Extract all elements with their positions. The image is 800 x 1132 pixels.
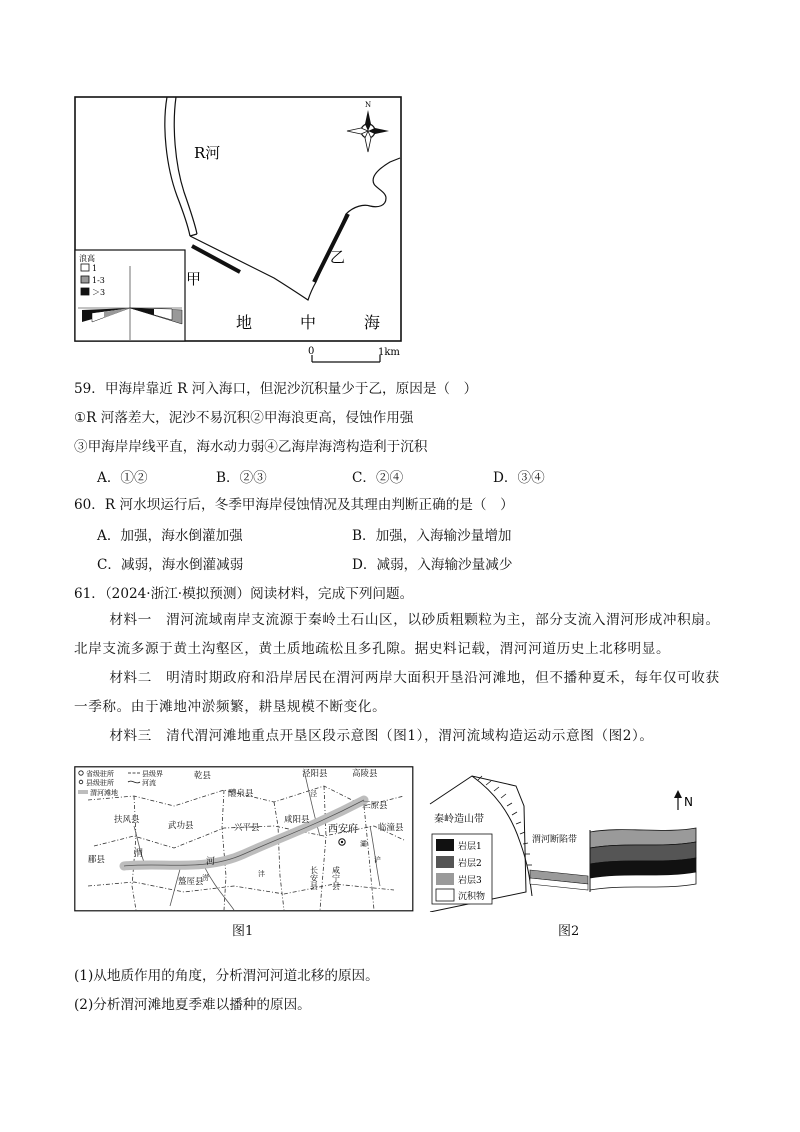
svg-text:扶风县: 扶风县 xyxy=(114,815,140,825)
svg-text:沣: 沣 xyxy=(258,870,265,878)
q59-statements-2: ③甲海岸岸线平直，海水动力弱④乙海岸海湾构造利于沉积 xyxy=(74,439,428,455)
q60-option-a[interactable]: A．加强，海水倒灌加强 xyxy=(97,528,243,544)
svg-text:岩层1: 岩层1 xyxy=(458,842,482,852)
legend-title: 浪高 xyxy=(79,254,95,263)
svg-text:盩厔县: 盩厔县 xyxy=(178,877,204,887)
legend-item-2: 1-3 xyxy=(92,276,105,285)
qinling-label: 秦岭造山带 xyxy=(434,814,484,825)
svg-text:沉积物: 沉积物 xyxy=(458,892,486,902)
q59-statements-1: ①R 河落差大，泥沙不易沉积②甲海浪更高，侵蚀作用强 xyxy=(74,410,414,426)
q61-material-2: 材料二 明清时期政府和沿岸居民在渭河两岸大面积开垦沿河滩地，但不播种夏禾，每年仅可收获一季称。由于滩地冲淤频繁，耕垦规模不断变化。 xyxy=(74,670,720,715)
svg-text:涝: 涝 xyxy=(202,874,209,882)
svg-text:长安县: 长安县 xyxy=(309,866,319,890)
figure-1-wei-river-map xyxy=(74,766,414,914)
svg-text:N: N xyxy=(684,795,693,809)
city-xian: 西安府 xyxy=(328,824,358,835)
q59-option-c[interactable]: C．②④ xyxy=(352,470,404,486)
svg-text:县级界: 县级界 xyxy=(142,770,163,778)
q59-stem: 59．甲海岸靠近 R 河入海口，但泥沙沉积量少于乙，原因是（ ） xyxy=(74,381,478,397)
north-label: N xyxy=(364,101,372,109)
svg-text:武功县: 武功县 xyxy=(168,821,194,831)
q60-option-b[interactable]: B．加强，入海输沙量增加 xyxy=(352,528,512,544)
coastal-map xyxy=(74,96,404,372)
svg-text:灞: 灞 xyxy=(360,840,367,848)
q60-stem: 60．R 河水坝运行后，冬季甲海岸侵蚀情况及其理由判断正确的是（ ） xyxy=(74,497,514,513)
q61-sub-1: (1)从地质作用的角度，分析渭河河道北移的原因。 xyxy=(74,968,379,984)
svg-text:高陵县: 高陵县 xyxy=(352,769,378,779)
wave-height-legend xyxy=(75,250,185,341)
sea-char-1: 地 xyxy=(236,313,253,332)
legend-item-3: ＞3 xyxy=(92,288,106,297)
q61-stem: 61．（2024·浙江·模拟预测）阅读材料，完成下列问题。 xyxy=(74,586,414,602)
figure-1-caption: 图1 xyxy=(232,924,254,939)
svg-text:河: 河 xyxy=(206,857,216,867)
svg-text:兴平县: 兴平县 xyxy=(234,823,260,833)
svg-text:岩层2: 岩层2 xyxy=(458,859,482,869)
q59-option-a[interactable]: A．①② xyxy=(97,470,148,486)
sea-char-2: 中 xyxy=(300,313,317,332)
svg-text:省级驻所: 省级驻所 xyxy=(86,770,114,778)
scale-bar xyxy=(308,346,400,362)
q60-option-d[interactable]: D．减弱，入海输沙量减少 xyxy=(352,557,513,573)
legend-item-1: 1 xyxy=(92,264,98,273)
q59-option-b[interactable]: B．②③ xyxy=(216,470,267,486)
wei-depression-label: 渭河断陷带 xyxy=(532,835,578,845)
svg-text:泾阳县: 泾阳县 xyxy=(302,769,328,779)
svg-text:咸宁县: 咸宁县 xyxy=(331,866,341,890)
fig2-legend xyxy=(432,834,492,904)
svg-text:渭河滩地: 渭河滩地 xyxy=(90,789,118,797)
svg-text:临潼县: 临潼县 xyxy=(378,823,404,833)
svg-text:县级驻所: 县级驻所 xyxy=(86,779,114,787)
figure-2-tectonic-diagram xyxy=(424,772,714,912)
river-r-label: R河 xyxy=(194,144,221,162)
q61-sub-2: (2)分析渭河滩地夏季难以播种的原因。 xyxy=(74,997,311,1013)
svg-text:泾: 泾 xyxy=(310,790,317,798)
svg-text:浐: 浐 xyxy=(374,856,381,864)
q59-option-d[interactable]: D．③④ xyxy=(493,470,545,486)
q61-material-3: 材料三 清代渭河滩地重点开垦区段示意图（图1），渭河流域构造运动示意图（图2）。 xyxy=(109,728,654,744)
q60-option-c[interactable]: C．减弱，海水倒灌减弱 xyxy=(97,557,244,573)
svg-text:醴泉县: 醴泉县 xyxy=(228,789,254,799)
point-yi-label: 乙 xyxy=(330,248,346,266)
svg-text:郿县: 郿县 xyxy=(88,855,106,865)
svg-text:三原县: 三原县 xyxy=(362,801,388,811)
figure-2-caption: 图2 xyxy=(558,924,580,939)
svg-text:咸阳县: 咸阳县 xyxy=(284,815,310,825)
svg-text:渭: 渭 xyxy=(134,849,144,859)
point-jia-label: 甲 xyxy=(186,270,202,288)
north-arrow-icon xyxy=(674,790,693,810)
scale-end: 1km xyxy=(378,347,400,358)
sea-char-3: 海 xyxy=(364,313,381,332)
svg-text:乾县: 乾县 xyxy=(194,771,212,781)
scale-zero: 0 xyxy=(308,346,315,357)
svg-text:河流: 河流 xyxy=(142,779,156,787)
q61-material-1: 材料一 渭河流域南岸支流源于秦岭土石山区，以砂质粗颗粒为主，部分支流入渭河形成冲积扇。北岸支流多源于黄土沟壑区，黄土质地疏松且多孔隙。据史料记载，渭河河道历史上北移明显。 xyxy=(74,612,720,657)
svg-text:岩层3: 岩层3 xyxy=(458,876,482,886)
